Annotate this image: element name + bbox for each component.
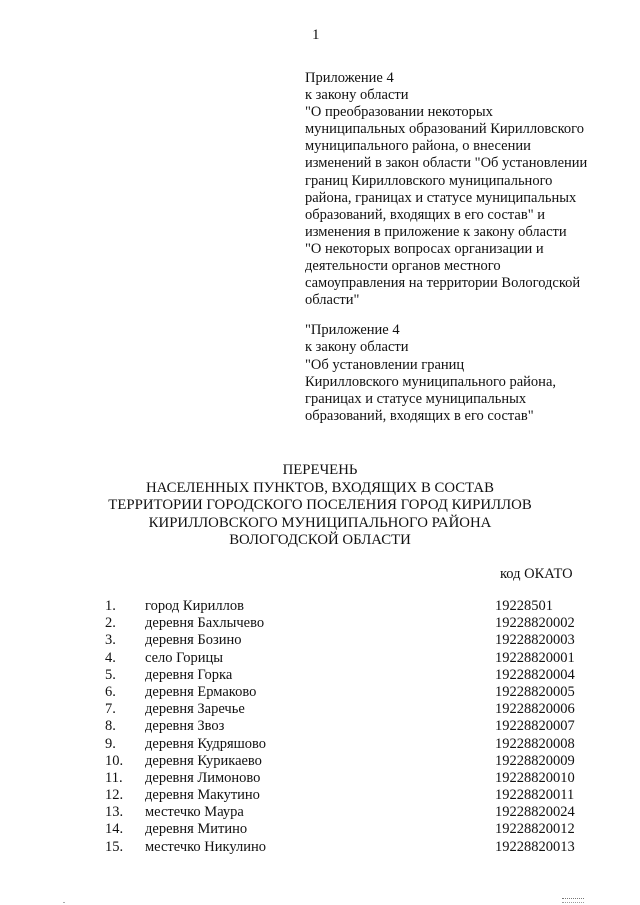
appendix-line: к закону области — [305, 87, 409, 104]
title-line: ВОЛОГОДСКОЙ ОБЛАСТИ — [229, 532, 411, 548]
appendix-line: самоуправления на территории Вологодской — [305, 275, 581, 292]
settlement-name: деревня Кудряшово — [145, 735, 267, 752]
okato-code: 19228820010 — [495, 769, 575, 786]
list-item — [0, 718, 640, 735]
title-line: ПЕРЕЧЕНЬ — [282, 462, 358, 478]
list-item — [0, 615, 640, 632]
item-number: 12. — [105, 787, 124, 804]
okato-code: 19228820008 — [495, 735, 575, 752]
okato-code: 19228820002 — [495, 615, 575, 632]
appendix-line: изменений в закон области "Об установлении — [305, 155, 588, 172]
paragraph-gap — [305, 309, 625, 322]
settlement-name: деревня Горка — [145, 666, 233, 683]
quoted-appendix-line: к закону области — [305, 339, 409, 356]
list-item — [0, 701, 640, 718]
list-item — [0, 787, 640, 804]
appendix-line: границ Кирилловского муниципального — [305, 172, 553, 189]
title-line: КИРИЛЛОВСКОГО МУНИЦИПАЛЬНОГО РАЙОНА — [148, 514, 492, 531]
page-number: 1 — [312, 27, 320, 43]
settlement-name: деревня Ермаково — [145, 683, 257, 700]
appendix-header — [305, 70, 625, 425]
list-item — [0, 650, 640, 667]
okato-column-header: код ОКАТО — [500, 566, 573, 582]
document-title — [0, 462, 640, 550]
appendix-line: изменения в приложение к закону области — [305, 223, 567, 240]
quoted-appendix-line: "Об установлении границ — [305, 356, 465, 373]
list-item — [0, 736, 640, 753]
item-number: 9. — [105, 735, 116, 752]
okato-code: 19228820006 — [495, 701, 575, 718]
appendix-line: области" — [305, 292, 360, 309]
list-item — [0, 804, 640, 821]
item-number: 11. — [105, 769, 123, 786]
list-item — [0, 684, 640, 701]
list-item — [0, 667, 640, 684]
appendix-line: муниципальных образований Кирилловского — [305, 121, 584, 138]
list-item — [0, 598, 640, 615]
okato-code: 19228820005 — [495, 683, 575, 700]
item-number: 2. — [105, 615, 116, 632]
appendix-line: деятельности органов местного — [305, 258, 501, 275]
okato-code: 19228820004 — [495, 666, 575, 683]
settlement-name: село Горицы — [145, 649, 224, 666]
appendix-line: образований, входящих в его состав" и — [305, 206, 546, 223]
okato-code: 19228820007 — [495, 718, 575, 735]
title-line: НАСЕЛЕННЫХ ПУНКТОВ, ВХОДЯЩИХ В СОСТАВ — [146, 479, 494, 496]
appendix-line: Приложение 4 — [305, 70, 394, 86]
okato-code: 19228820011 — [495, 787, 575, 804]
settlement-name: деревня Лимоново — [145, 769, 261, 786]
item-number: 6. — [105, 683, 116, 700]
settlement-name: деревня Звоз — [145, 718, 225, 735]
okato-code: 19228820024 — [495, 804, 575, 821]
item-number: 1. — [105, 598, 116, 614]
quoted-appendix-line: образований, входящих в его состав" — [305, 407, 534, 424]
settlement-name: местечко Маура — [145, 804, 244, 821]
okato-code: 19228501 — [495, 598, 553, 614]
list-item — [0, 753, 640, 770]
settlement-name: город Кириллов — [145, 598, 244, 614]
scan-artifact — [63, 902, 65, 903]
item-number: 14. — [105, 821, 124, 838]
settlement-name: деревня Бахлычево — [145, 615, 265, 632]
item-number: 13. — [105, 804, 124, 821]
list-item — [0, 821, 640, 838]
settlement-name: деревня Митино — [145, 821, 248, 838]
okato-code: 19228820003 — [495, 632, 575, 649]
scan-artifact — [562, 898, 584, 903]
list-item — [0, 632, 640, 649]
settlement-list — [0, 598, 640, 856]
item-number: 15. — [105, 838, 124, 855]
item-number: 4. — [105, 649, 116, 666]
list-item — [0, 770, 640, 787]
quoted-appendix-line: Кирилловского муниципального района, — [305, 373, 557, 390]
settlement-name: деревня Бозино — [145, 632, 242, 649]
okato-code: 19228820013 — [495, 838, 575, 855]
appendix-line: "О некоторых вопросах организации и — [305, 240, 544, 257]
okato-code: 19228820001 — [495, 649, 575, 666]
settlement-name: местечко Никулино — [145, 838, 266, 855]
item-number: 3. — [105, 632, 116, 649]
appendix-line: муниципального района, о внесении — [305, 138, 531, 155]
item-number: 8. — [105, 718, 116, 735]
item-number: 7. — [105, 701, 116, 718]
item-number: 10. — [105, 752, 124, 769]
okato-code: 19228820009 — [495, 752, 575, 769]
quoted-appendix-line: "Приложение 4 — [305, 322, 400, 339]
title-line: ТЕРРИТОРИИ ГОРОДСКОГО ПОСЕЛЕНИЯ ГОРОД КИРИЛЛОВ — [108, 497, 532, 513]
settlement-name: деревня Заречье — [145, 701, 245, 718]
okato-code: 19228820012 — [495, 821, 575, 838]
item-number: 5. — [105, 666, 116, 683]
settlement-name: деревня Курикаево — [145, 752, 262, 769]
appendix-line: "О преобразовании некоторых — [305, 104, 493, 121]
list-item — [0, 839, 640, 856]
settlement-name: деревня Макутино — [145, 787, 260, 804]
quoted-appendix-line: границах и статусе муниципальных — [305, 390, 527, 407]
appendix-line: района, границах и статусе муниципальных — [305, 189, 577, 206]
